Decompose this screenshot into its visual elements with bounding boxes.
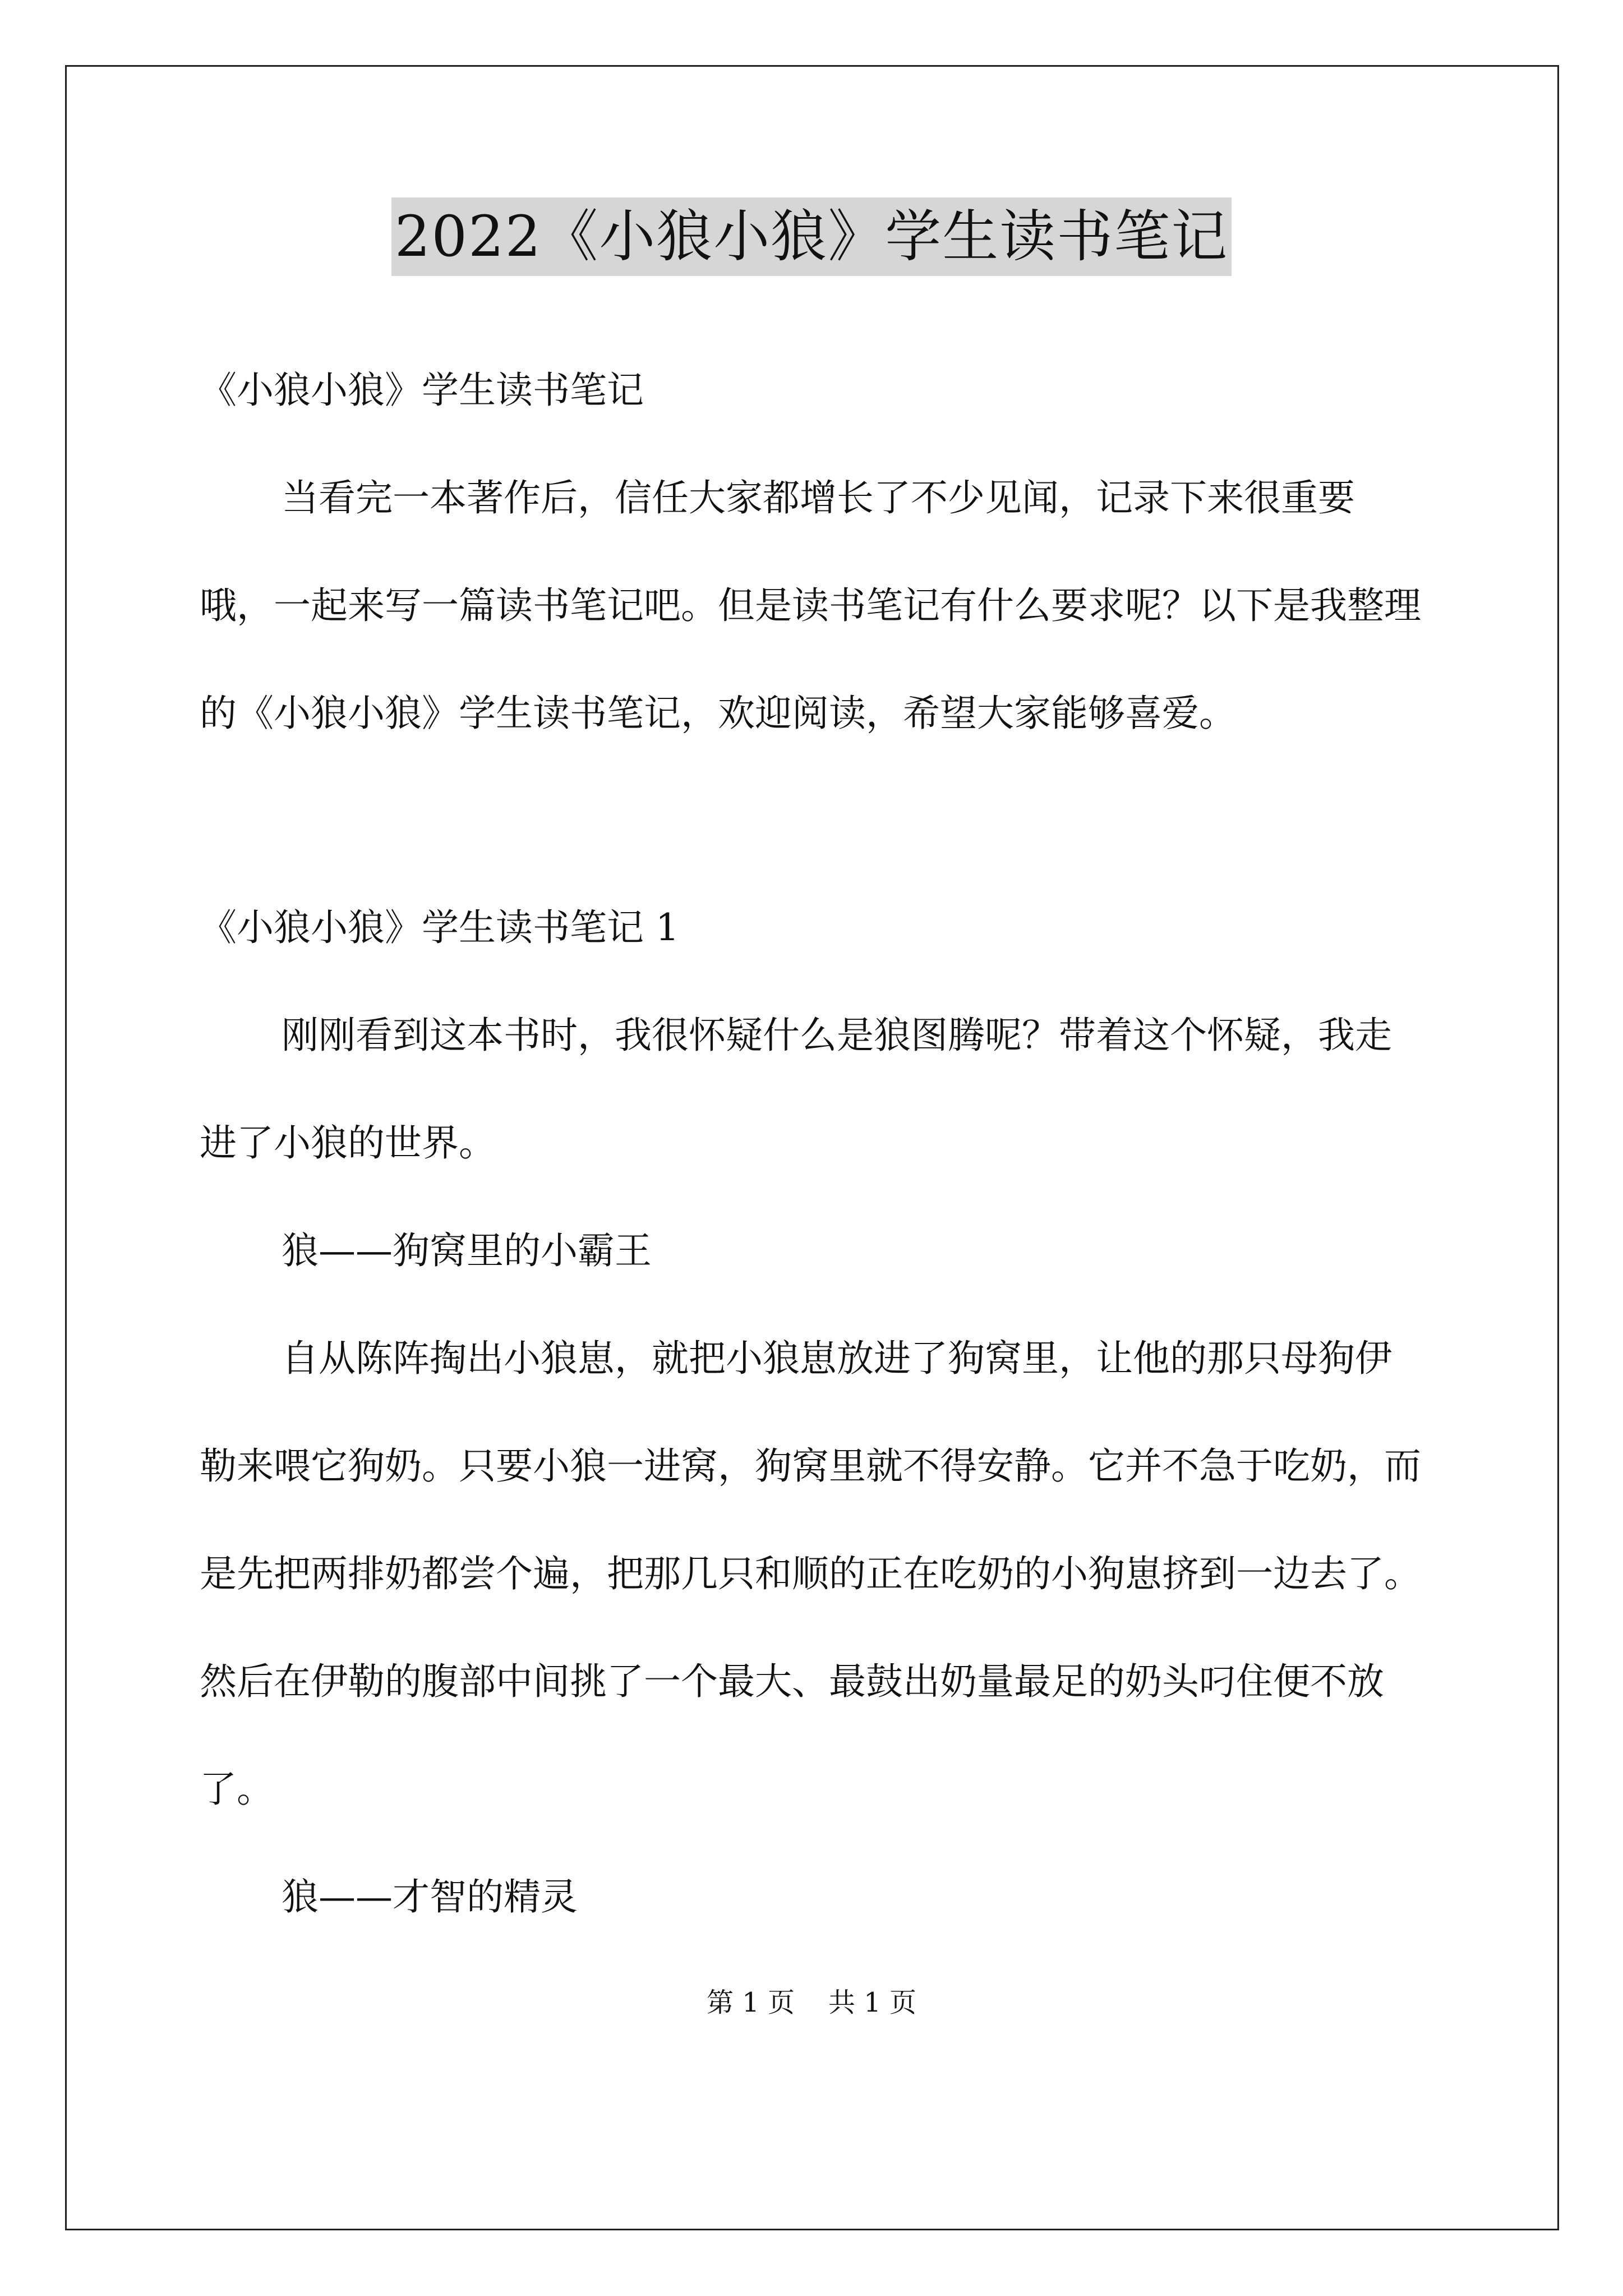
section-gap (200, 767, 1428, 874)
paragraph-4-heading: 狼——才智的精灵 (282, 1875, 578, 1918)
section-heading: 《小狼小狼》学生读书笔记 1 (200, 906, 679, 949)
page-number: 第 1 页 (706, 1987, 795, 2018)
document-title: 2022《小狼小狼》学生读书笔记 (391, 197, 1232, 276)
page-total: 共 1 页 (828, 1987, 917, 2018)
intro-paragraph: 当看完一本著作后，信任大家都增长了不少见闻，记录下来很重要哦，一起来写一篇读书笔记吧。但是读书笔记有什么要求呢？以下是我整理的《小狼小狼》学生读书笔记，欢迎阅读，希望大家能够喜爱。 (200, 476, 1421, 735)
page-footer (0, 1986, 1623, 2019)
document-body (200, 337, 1428, 1951)
title-container (0, 197, 1623, 276)
paragraph-3: 自从陈阵掏出小狼崽，就把小狼崽放进了狗窝里，让他的那只母狗伊勒来喂它狗奶。只要小狼一进窝，狗窝里就不得安静。它并不急于吃奶，而是先把两排奶都尝个遍，把那几只和顺的正在吃奶的小狗崽挤到一边去了。然后在伊勒的腹部中间挑了一个最大、最鼓出奶量最足的奶头叼住便不放了。 (200, 1337, 1421, 1811)
paragraph-2-heading: 狼——狗窝里的小霸王 (282, 1229, 652, 1272)
paragraph-1: 刚刚看到这本书时，我很怀疑什么是狼图腾呢？带着这个怀疑，我走进了小狼的世界。 (200, 1014, 1392, 1165)
subtitle: 《小狼小狼》学生读书笔记 (200, 369, 644, 412)
